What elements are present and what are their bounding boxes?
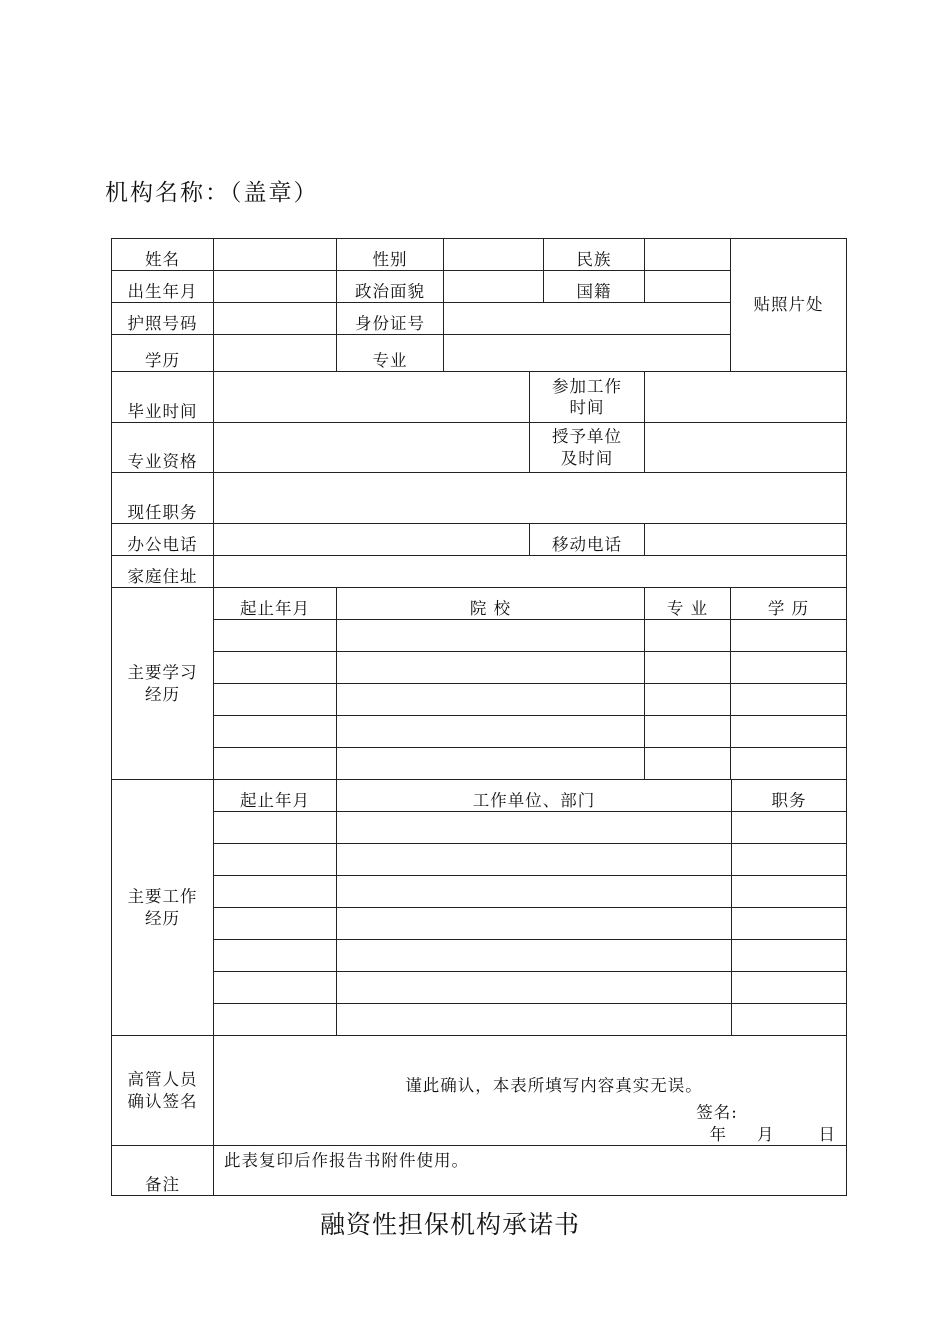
passport-value[interactable] [214, 303, 337, 335]
study-major-cell[interactable] [645, 716, 731, 748]
study-row [112, 748, 847, 780]
work-period-cell[interactable] [214, 1004, 337, 1036]
work-title-cell[interactable] [732, 972, 847, 1004]
grad-time-value[interactable] [214, 372, 530, 423]
work-row [112, 844, 847, 876]
study-period-cell[interactable] [214, 652, 337, 684]
education-label: 学历 [112, 335, 214, 372]
date-day-label: 日 [818, 1124, 836, 1144]
work-row [112, 940, 847, 972]
position-value[interactable] [214, 473, 847, 524]
birth-label: 出生年月 [112, 271, 214, 303]
study-degree-cell[interactable] [731, 748, 847, 780]
study-school-cell[interactable] [337, 620, 645, 652]
qualification-value[interactable] [214, 423, 530, 473]
grad-time-label: 毕业时间 [112, 372, 214, 423]
study-period-cell[interactable] [214, 716, 337, 748]
work-row [112, 812, 847, 844]
passport-label: 护照号码 [112, 303, 214, 335]
date-year-label: 年 [709, 1124, 727, 1144]
remark-label: 备注 [112, 1146, 214, 1196]
nationality-value[interactable] [645, 271, 731, 303]
study-school-cell[interactable] [337, 652, 645, 684]
grant-value[interactable] [645, 423, 847, 473]
org-name-label: 机构名称： [105, 180, 230, 206]
political-value[interactable] [444, 271, 544, 303]
work-employer-cell[interactable] [337, 876, 732, 908]
study-period-cell[interactable] [214, 748, 337, 780]
study-row [112, 620, 847, 652]
work-row [112, 908, 847, 940]
remark-text: 此表复印后作报告书附件使用。 [214, 1146, 847, 1196]
ethnicity-label: 民族 [544, 239, 645, 271]
study-degree-cell[interactable] [731, 620, 847, 652]
executive-confirm-label: 高管人员 确认签名 [112, 1036, 214, 1146]
study-period-cell[interactable] [214, 684, 337, 716]
work-row [112, 1004, 847, 1036]
mobile-label: 移动电话 [530, 524, 645, 556]
work-title-cell[interactable] [732, 844, 847, 876]
study-header-degree: 学 历 [731, 588, 847, 620]
work-header-employer: 工作单位、部门 [337, 780, 732, 812]
work-period-cell[interactable] [214, 844, 337, 876]
work-title-cell[interactable] [732, 908, 847, 940]
work-header-period: 起止年月 [214, 780, 337, 812]
study-header-major: 专 业 [645, 588, 731, 620]
resume-form-table [111, 238, 847, 1196]
study-school-cell[interactable] [337, 748, 645, 780]
education-value[interactable] [214, 335, 337, 372]
stamp-note: （盖章） [230, 180, 319, 206]
id-number-label: 身份证号 [337, 303, 444, 335]
confirmation-block[interactable] [214, 1036, 847, 1146]
work-period-cell[interactable] [214, 876, 337, 908]
office-phone-value[interactable] [214, 524, 530, 556]
study-major-cell[interactable] [645, 652, 731, 684]
next-document-title: 融资性担保机构承诺书 [319, 1210, 580, 1239]
qualification-label: 专业资格 [112, 423, 214, 473]
work-period-cell[interactable] [214, 812, 337, 844]
study-major-cell[interactable] [645, 620, 731, 652]
work-history-label: 主要工作 经历 [112, 780, 214, 1036]
work-row [112, 972, 847, 1004]
study-degree-cell[interactable] [731, 684, 847, 716]
grant-label: 授予单位 及时间 [530, 423, 645, 473]
work-period-cell[interactable] [214, 940, 337, 972]
nationality-label: 国籍 [544, 271, 645, 303]
work-title-cell[interactable] [732, 876, 847, 908]
mobile-value[interactable] [645, 524, 847, 556]
work-employer-cell[interactable] [337, 908, 732, 940]
study-major-cell[interactable] [645, 684, 731, 716]
work-period-cell[interactable] [214, 908, 337, 940]
work-start-label: 参加工作 时间 [530, 372, 645, 423]
study-period-cell[interactable] [214, 620, 337, 652]
work-title-cell[interactable] [732, 812, 847, 844]
id-number-value[interactable] [444, 303, 731, 335]
signature-label: 签名: [696, 1103, 738, 1123]
photo-placeholder: 贴照片处 [731, 239, 847, 372]
study-school-cell[interactable] [337, 716, 645, 748]
study-row [112, 684, 847, 716]
confirmation-statement: 谨此确认，本表所填写内容真实无误。 [405, 1075, 703, 1095]
work-employer-cell[interactable] [337, 812, 732, 844]
study-school-cell[interactable] [337, 684, 645, 716]
name-label: 姓名 [112, 239, 214, 271]
study-degree-cell[interactable] [731, 716, 847, 748]
study-major-cell[interactable] [645, 748, 731, 780]
gender-label: 性别 [337, 239, 444, 271]
study-history-label: 主要学习 经历 [112, 588, 214, 780]
birth-value[interactable] [214, 271, 337, 303]
work-title-cell[interactable] [732, 940, 847, 972]
office-phone-label: 办公电话 [112, 524, 214, 556]
study-degree-cell[interactable] [731, 652, 847, 684]
study-row [112, 716, 847, 748]
position-label: 现任职务 [112, 473, 214, 524]
work-row [112, 876, 847, 908]
date-line [214, 1124, 846, 1145]
work-title-cell[interactable] [732, 1004, 847, 1036]
ethnicity-value[interactable] [645, 239, 731, 271]
major-value[interactable] [444, 335, 731, 372]
work-employer-cell[interactable] [337, 1004, 732, 1036]
work-header-title: 职务 [732, 780, 847, 812]
address-value[interactable] [214, 556, 847, 588]
date-month-label: 月 [757, 1124, 775, 1144]
work-employer-cell[interactable] [337, 940, 732, 972]
name-value[interactable] [214, 239, 337, 271]
gender-value[interactable] [444, 239, 544, 271]
work-start-value[interactable] [645, 372, 847, 423]
study-header-period: 起止年月 [214, 588, 337, 620]
org-line [105, 174, 319, 207]
study-header-school: 院 校 [337, 588, 645, 620]
study-row [112, 652, 847, 684]
work-period-cell[interactable] [214, 972, 337, 1004]
work-employer-cell[interactable] [337, 844, 732, 876]
address-label: 家庭住址 [112, 556, 214, 588]
major-label: 专业 [337, 335, 444, 372]
political-label: 政治面貌 [337, 271, 444, 303]
work-employer-cell[interactable] [337, 972, 732, 1004]
